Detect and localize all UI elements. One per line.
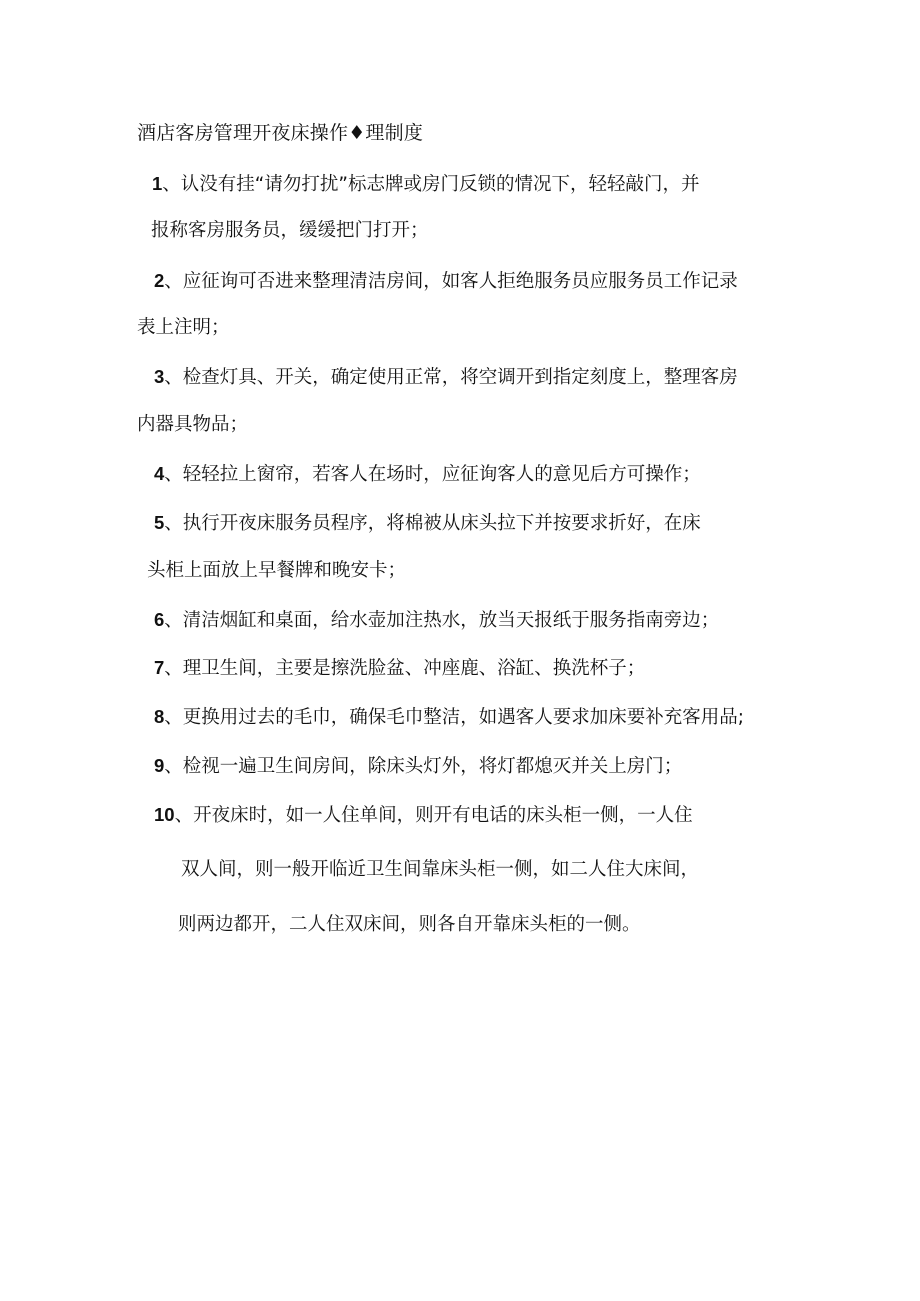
list-item-8-line-1	[154, 703, 744, 732]
item-number: 5	[154, 512, 165, 533]
list-item-10-line-3: 则两边都开，二人住双床间，则各自开靠床头柜的一侧。	[178, 914, 641, 935]
list-item-2-line-2: 表上注明；	[137, 317, 230, 338]
item-number: 6	[154, 609, 165, 630]
item-text: 、开夜床时，如一人住单间，则开有电话的床头柜一侧，一人住	[174, 805, 693, 826]
item-text: 、轻轻拉上窗帘，若客人在场时，应征询客人的意见后方可操作；	[164, 464, 701, 485]
list-item-5-line-2: 头柜上面放上早餐牌和晚安卡；	[147, 560, 407, 581]
document-title: 酒店客房管理开夜床操作♦理制度	[137, 122, 424, 144]
item-number: 7	[154, 657, 165, 678]
list-item-4-line-1	[154, 460, 701, 489]
list-item-5-line-1	[154, 509, 701, 538]
list-item-10-line-1	[154, 801, 693, 830]
item-text: 、更换用过去的毛巾，确保毛巾整洁，如遇客人要求加床要补充客用品;	[164, 707, 745, 728]
item-text: 、执行开夜床服务员程序，将棉被从床头拉下并按要求折好，在床	[164, 513, 701, 534]
item-number: 9	[154, 755, 165, 776]
item-text: 、清洁烟缸和桌面，给水壶加注热水，放当天报纸于服务指南旁边；	[164, 610, 720, 631]
item-number: 8	[154, 706, 165, 727]
item-text: 、检查灯具、开关，确定使用正常，将空调开到指定刻度上，整理客房	[164, 367, 738, 388]
item-number: 2	[154, 270, 165, 291]
list-item-10-line-2: 双人间，则一般开临近卫生间靠床头柜一侧，如二人住大床间，	[181, 859, 700, 880]
list-item-9-line-1	[154, 752, 682, 781]
list-item-2-line-1	[154, 267, 738, 296]
item-number: 4	[154, 463, 165, 484]
item-text: 、理卫生间，主要是擦洗脸盆、冲座鹿、浴缸、换洗杯子；	[164, 658, 646, 679]
list-item-1-line-1	[152, 170, 699, 199]
list-item-7-line-1	[154, 654, 645, 683]
item-text: 、检视一遍卫生间房间，除床头灯外，将灯都熄灭并关上房门；	[164, 756, 683, 777]
item-number: 3	[154, 366, 165, 387]
item-number: 10	[154, 804, 175, 825]
item-text: 、认没有挂“请勿打扰”标志牌或房门反锁的情况下，轻轻敲门，并	[162, 174, 700, 195]
item-number: 1	[152, 173, 163, 194]
list-item-6-line-1	[154, 606, 719, 635]
list-item-1-line-2: 报称客房服务员，缓缓把门打开；	[151, 220, 429, 241]
item-text: 、应征询可否进来整理清洁房间，如客人拒绝服务员应服务员工作记录	[164, 271, 738, 292]
list-item-3-line-2: 内器具物品；	[137, 414, 249, 435]
list-item-3-line-1	[154, 363, 738, 392]
